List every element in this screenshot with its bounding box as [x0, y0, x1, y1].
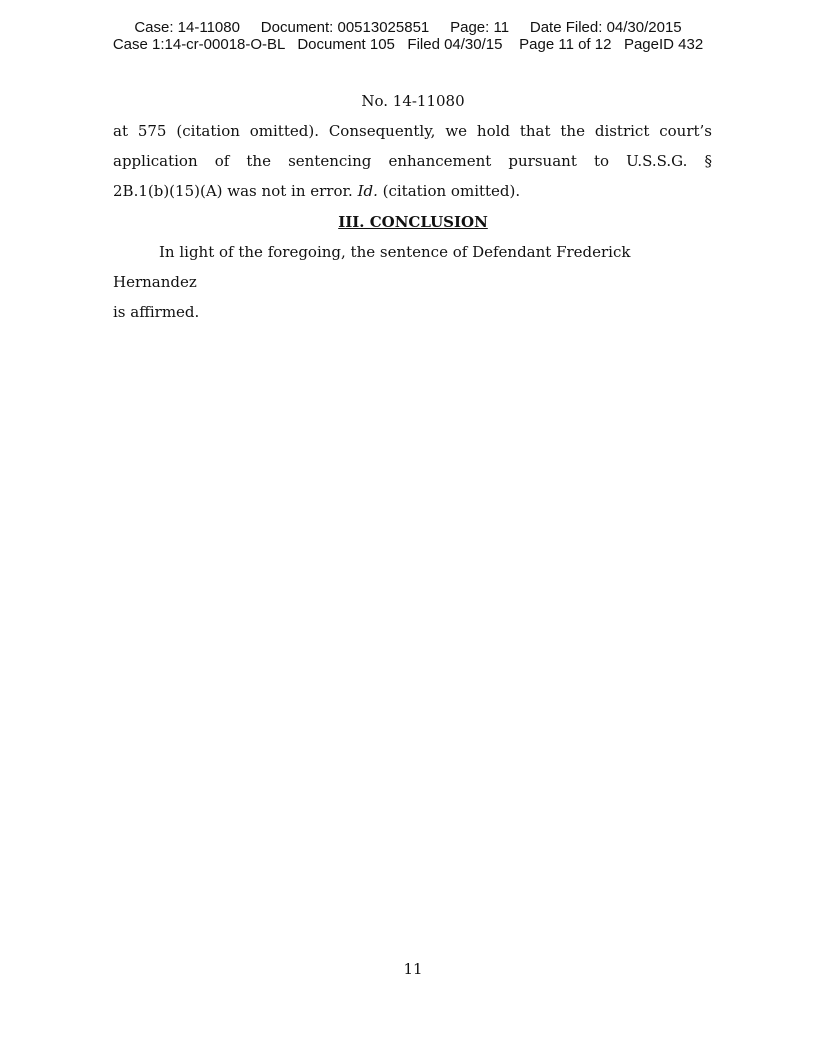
paragraph-text: 2B.1(b)(15)(A) was not in error.	[113, 182, 358, 200]
paragraph-line: is affirmed.	[113, 303, 200, 321]
paragraph-line: In light of the foregoing, the sentence of Defendant Frederick Hernandez	[113, 243, 631, 291]
citation-id: Id.	[357, 182, 378, 200]
section-heading: III. CONCLUSION	[338, 213, 488, 231]
paragraph-text: (citation omitted).	[377, 182, 521, 200]
case-header-line-1: Case: 14-11080 Document: 00513025851 Page: 11 Date Filed: 04/30/2015	[134, 19, 682, 36]
paragraph-line: at 575 (citation omitted). Consequently, we hold that the district court’s	[113, 122, 712, 140]
paragraph-line	[113, 176, 712, 206]
document-number: No. 14-11080	[361, 92, 465, 110]
case-header-line-2: Case 1:14-cr-00018-O-BL Document 105 Filed 04/30/15 Page 11 of 12 PageID 432	[112, 36, 704, 53]
paragraph-holding	[113, 116, 712, 206]
paragraph-line: application of the sentencing enhancement pursuant to U.S.S.G. §	[113, 152, 712, 170]
page-number: 11	[403, 960, 423, 978]
paragraph-conclusion	[113, 237, 712, 327]
